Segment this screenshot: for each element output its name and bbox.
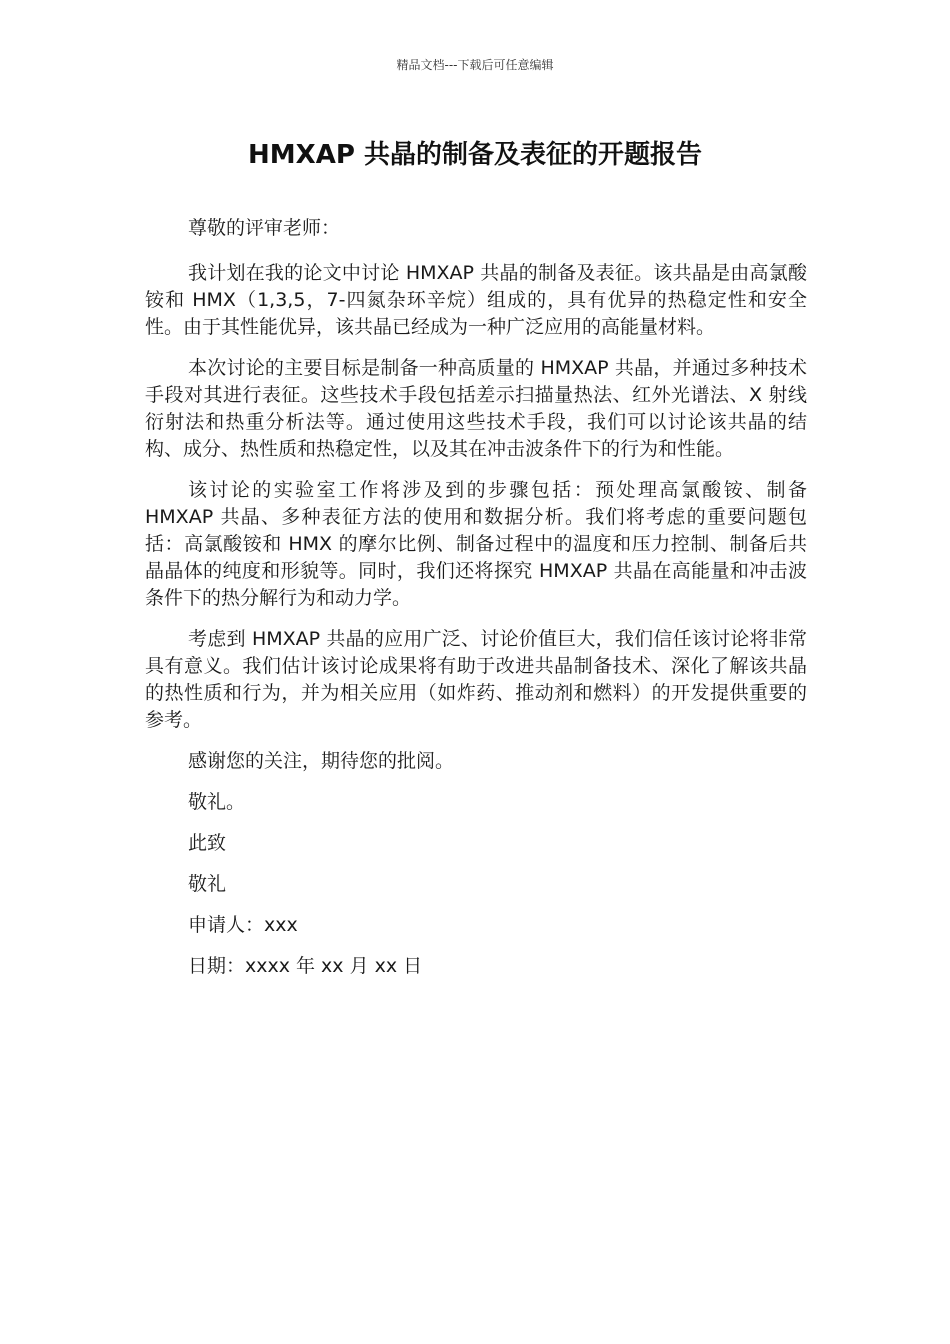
closing-line-2: 敬礼 xyxy=(188,873,227,895)
document-body xyxy=(145,215,807,994)
date-line: 日期：xxxx 年 xx 月 xx 日 xyxy=(188,955,423,977)
paragraph-4: 考虑到 HMXAP 共晶的应用广泛、讨论价值巨大，我们信任该讨论将非常具有意义。我们估计该讨论成果将有助于改进共晶制备技术、深化了解该共晶的热性质和行为，并为相关应用（如炸药、推动剂和燃料）的开发提供重要的参考。 xyxy=(145,628,807,731)
closing-line-1: 此致 xyxy=(188,832,227,854)
applicant-line: 申请人：xxx xyxy=(188,914,298,936)
paragraph-1: 我计划在我的论文中讨论 HMXAP 共晶的制备及表征。该共晶是由高氯酸铵和 HMX（1,3,5，7-四氮杂环辛烷）组成的，具有优异的热稳定性和安全性。由于其性能优异，该共晶已经成为一种广泛应用的高能量材料。 xyxy=(145,262,807,338)
document-title: HMXAP 共晶的制备及表征的开题报告 xyxy=(248,140,702,170)
paragraph-2: 本次讨论的主要目标是制备一种高质量的 HMXAP 共晶，并通过多种技术手段对其进行表征。这些技术手段包括差示扫描量热法、红外光谱法、X 射线衍射法和热重分析法等。通过使用这些技术手段，我们可以讨论该共晶的结构、成分、热性质和热稳定性，以及其在冲击波条件下的行为和性能。 xyxy=(145,357,807,460)
thanks-line: 感谢您的关注，期待您的批阅。 xyxy=(188,750,455,772)
page-header: 精品文档---下载后可任意编辑 xyxy=(396,58,554,72)
paragraph-3: 该讨论的实验室工作将涉及到的步骤包括：预处理高氯酸铵、制备 HMXAP 共晶、多种表征方法的使用和数据分析。我们将考虑的重要问题包括：高氯酸铵和 HMX 的摩尔比例、制备过程中的温度和压力控制、制备后共晶晶体的纯度和形貌等。同时，我们还将探究 HMXAP 共晶在高能量和冲击波条件下的热分解行为和动力学。 xyxy=(145,479,807,609)
regards-line: 敬礼。 xyxy=(188,791,246,813)
salutation: 尊敬的评审老师： xyxy=(188,217,341,239)
